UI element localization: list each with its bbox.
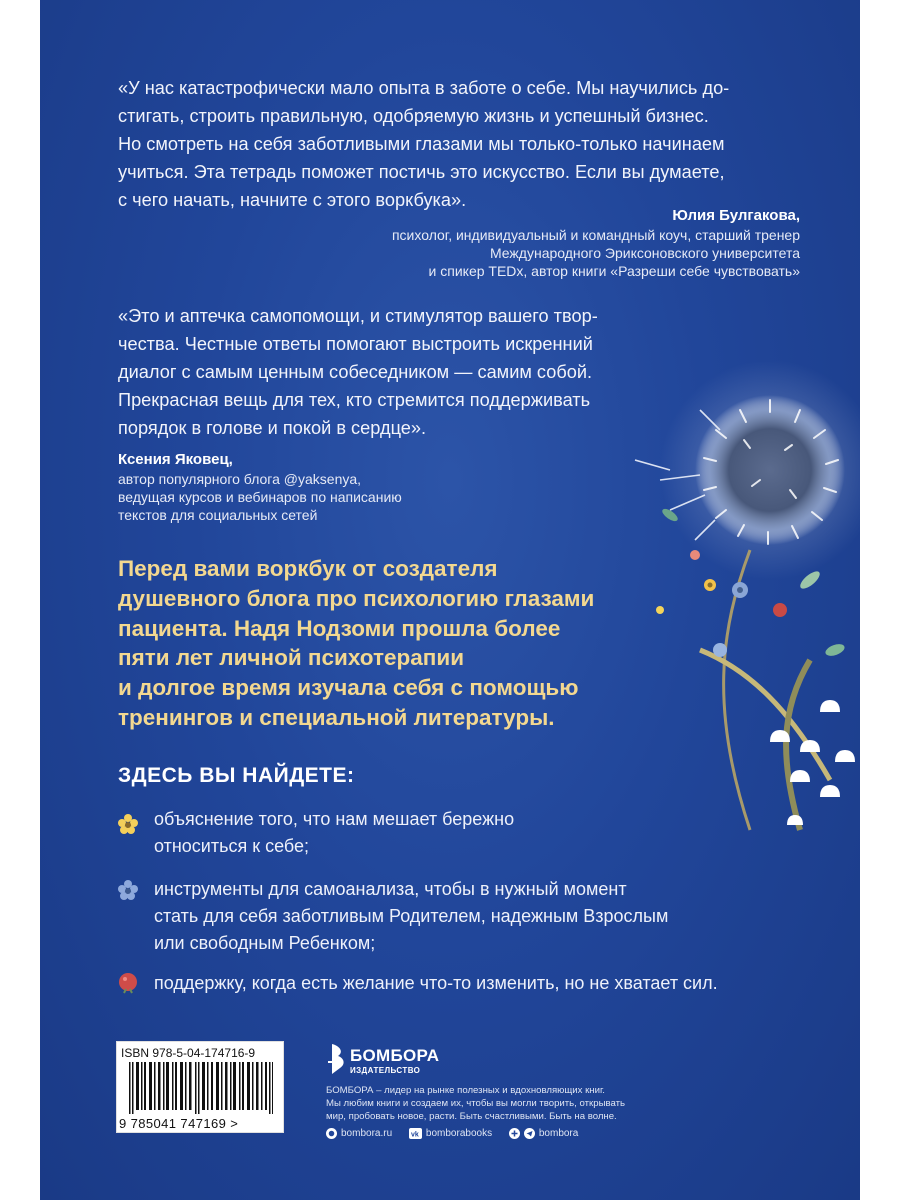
author-name: Юлия Булгакова, (672, 207, 800, 224)
intro-line: пяти лет личной психотерапии (118, 645, 465, 671)
quote-line: с чего начать, начните с этого воркбука». (118, 190, 467, 210)
isbn-label: ISBN 978-5-04-174716-9 (121, 1046, 256, 1060)
intro-line: Перед вами воркбук от создателя (118, 556, 498, 581)
author-credential: ведущая курсов и вебинаров по написанию (118, 489, 402, 505)
feature-line: стать для себя заботливым Родителем, надежным Взрослым (154, 906, 669, 926)
quote-yakovets (118, 302, 698, 442)
barcode-number: 9 785041 747169 > (119, 1116, 239, 1131)
quote-line: порядок в голове и покой в сердце». (118, 418, 427, 438)
author-credential: текстов для социальных сетей (118, 507, 318, 523)
feature-line: объяснение того, что нам мешает бережно (154, 809, 515, 829)
features-heading: ЗДЕСЬ ВЫ НАЙДЕТЕ: (118, 764, 355, 787)
plus-icon (509, 1128, 520, 1139)
publisher-mark-icon (328, 1042, 348, 1076)
intro-line: и долгое время изучала себя с помощью (118, 675, 579, 701)
feature-line: или свободным Ребенком; (154, 933, 376, 953)
quote-line: учиться. Эта тетрадь поможет постичь это искусство. Если вы думаете, (118, 162, 725, 182)
feature-item (154, 806, 814, 860)
quote-line: диалог с самым ценным собеседником — самим собой. (118, 362, 593, 382)
author-credential: и спикер TEDx, автор книги «Разреши себе чувствовать» (428, 263, 800, 279)
publisher-links (326, 1128, 592, 1142)
svg-text:vk: vk (410, 1131, 419, 1139)
feature-line: поддержку, когда есть желание что-то изменить, но не хватает сил. (154, 973, 718, 993)
blue-flower-icon (116, 878, 140, 902)
quote-line: Прекрасная вещь для тех, кто стремится поддерживать (118, 390, 591, 410)
yellow-flower-icon (116, 812, 140, 836)
social-text: bombora (538, 1128, 579, 1139)
feature-item (154, 876, 814, 957)
author-name: Ксения Яковец, (118, 451, 233, 468)
social-link[interactable] (509, 1128, 578, 1139)
publisher-line: мир, пробовать новое, расти. Быть счастливыми. Быть на волне. (326, 1111, 617, 1122)
publisher-subtitle: ИЗДАТЕЛЬСТВО (350, 1066, 421, 1075)
author-credential: Международного Эриксоновского университета (489, 245, 800, 261)
red-berry-icon (116, 970, 140, 994)
website-text: bombora.ru (341, 1128, 393, 1139)
intro-line: душевного блога про психологию глазами (118, 585, 595, 611)
quote-attribution-bulgakova (280, 206, 800, 280)
quote-line: Но смотреть на себя заботливыми глазами мы только-только начинаем (118, 134, 725, 154)
website-link[interactable] (326, 1128, 392, 1139)
globe-icon (326, 1128, 337, 1139)
vk-text: bomborabooks (425, 1128, 493, 1139)
publisher-line: БОМБОРА – лидер на рынке полезных и вдохновляющих книг. (326, 1085, 605, 1096)
quote-line: «Это и аптечка самопомощи, и стимулятор вашего твор- (118, 306, 598, 326)
book-intro (118, 554, 678, 733)
publisher-line: Мы любим книги и создаем их, чтобы вы могли творить, открывать (326, 1098, 625, 1109)
feature-item (154, 970, 814, 997)
author-credential: автор популярного блога @yaksenya, (118, 471, 362, 487)
feature-line: относиться к себе; (154, 836, 310, 856)
quote-attribution-yakovets (118, 450, 538, 524)
feature-line: инструменты для самоанализа, чтобы в нужный момент (154, 879, 627, 899)
quote-line: стигать, строить правильную, одобряемую жизнь и успешный бизнес. (118, 106, 709, 126)
telegram-icon (524, 1128, 535, 1139)
intro-line: тренингов и специальной литературы. (118, 704, 555, 730)
barcode (116, 1041, 284, 1133)
publisher-name: БОМБОРА (350, 1046, 440, 1065)
book-back-cover (40, 0, 860, 1200)
barcode-bars (129, 1062, 273, 1114)
vk-icon (409, 1128, 422, 1139)
quote-line: чества. Честные ответы помогают выстроить искренний (118, 334, 593, 354)
vk-link[interactable] (409, 1128, 492, 1139)
author-credential: психолог, индивидуальный и командный коуч, старший тренер (391, 227, 800, 243)
quote-bulgakova (118, 74, 808, 214)
intro-line: пациента. Надя Нодзоми прошла более (118, 615, 561, 641)
publisher-description (326, 1084, 646, 1123)
quote-line: «У нас катастрофически мало опыта в заботе о себе. Мы научились до- (118, 78, 730, 98)
